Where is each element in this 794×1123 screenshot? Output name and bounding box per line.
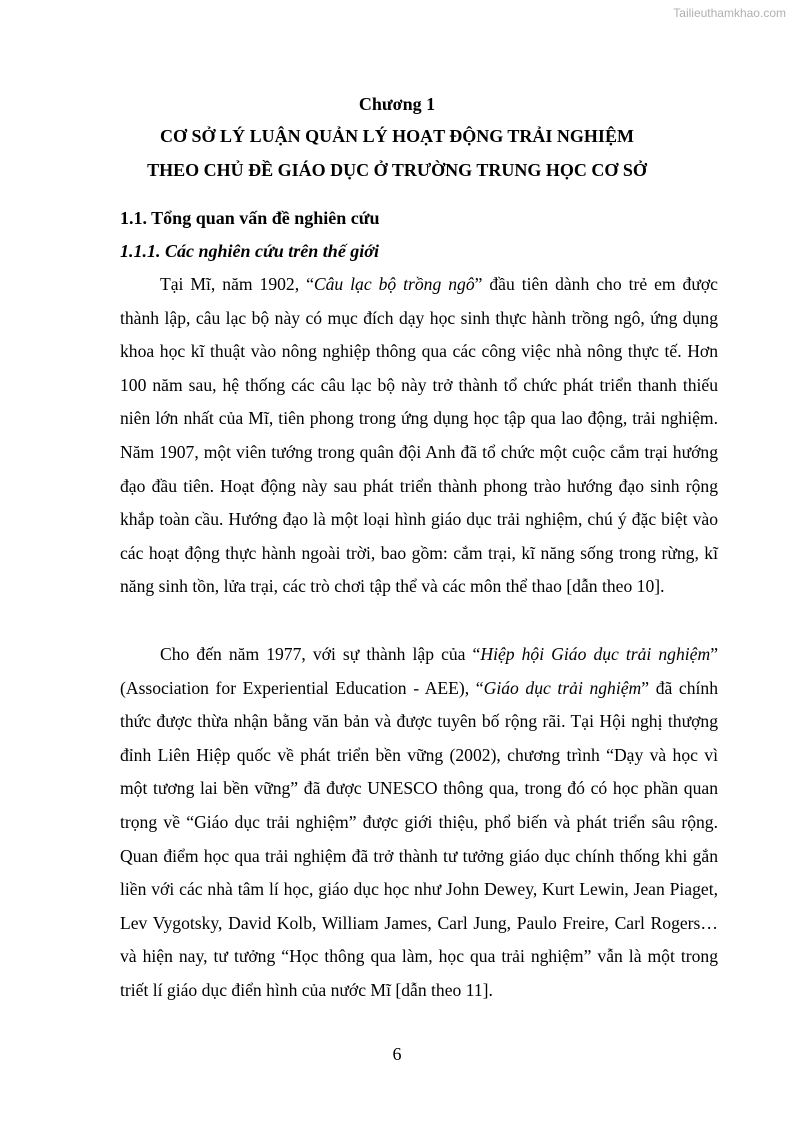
paragraph-2	[120, 638, 718, 1008]
chapter-title-line-2: THEO CHỦ ĐỀ GIÁO DỤC Ở TRƯỜNG TRUNG HỌC CƠ SỞ	[147, 160, 647, 180]
chapter-title-line-1: CƠ SỞ LÝ LUẬN QUẢN LÝ HOẠT ĐỘNG TRẢI NGHIỆM	[160, 126, 634, 146]
paragraph-2-text-e: ” đã chính thức được thừa nhận bằng văn bản và được tuyên bố rộng rãi. Tại Hội nghị thượng đỉnh Liên Hiệp quốc về phát triển bền vững (2002), chương trình “Dạy và học vì một tương lai bền vững” đã được UNESCO thông qua, trong đó có học phần quan trọng về “Giáo dục trải nghiệm” được giới thiệu, phổ biến và phát triển sâu rộng. Quan điểm học qua trải nghiệm đã trở thành tư tưởng giáo dục chính thống khi gắn liền với các nhà tâm lí học, giáo dục học như John Dewey, Kurt Lewin, Jean Piaget, Lev Vygotsky, David Kolb, William James, Carl Jung, Paulo Freire, Carl Rogers… và hiện nay, tư tưởng “Học thông qua làm, học qua trải nghiệm” vẫn là một trong triết lí giáo dục điển hình của nước Mĩ [dẫn theo 11].	[120, 677, 718, 1000]
paragraph-1	[120, 268, 718, 604]
section-heading-1-1-1: 1.1.1. Các nghiên cứu trên thế giới	[120, 241, 379, 261]
paragraph-2-text-c: ” (Association for Experiential Education - AEE), “	[120, 644, 718, 698]
paragraph-2-italic-term-1: Hiệp hội Giáo dục trải nghiệm	[480, 644, 711, 664]
paragraph-1-text-a: Tại Mĩ, năm 1902, “	[160, 274, 314, 294]
paragraph-2-text-a: Cho đến năm 1977, với sự thành lập của “	[160, 644, 481, 664]
section-heading-1-1: 1.1. Tổng quan vấn đề nghiên cứu	[120, 208, 380, 228]
watermark-text: Tailieuthamkhao.com	[673, 6, 786, 20]
paragraph-1-italic-term: Câu lạc bộ trồng ngô	[313, 274, 475, 294]
chapter-heading: Chương 1	[358, 94, 436, 114]
page-number: 6	[392, 1044, 402, 1064]
paragraph-2-italic-term-2: Giáo dục trải nghiệm	[483, 677, 642, 698]
paragraph-1-text-c: ” đầu tiên dành cho trẻ em được thành lập, câu lạc bộ này có mục đích dạy học sinh thực hành trồng ngô, ứng dụng khoa học kĩ thuật vào nông nghiệp thông qua các công việc nhà nông thực tế. Hơn 100 năm sau, hệ thống các câu lạc bộ này trở thành tổ chức phát triển thanh thiếu niên lớn nhất của Mĩ, tiên phong trong ứng dụng học tập qua lao động, trải nghiệm. Năm 1907, một viên tướng trong quân đội Anh đã tổ chức một cuộc cắm trại hướng đạo đầu tiên. Hoạt động này sau phát triển thành phong trào hướng đạo sinh rộng khắp toàn cầu. Hướng đạo là một loại hình giáo dục trải nghiệm, chú ý đặc biệt vào các hoạt động thực hành ngoài trời, bao gồm: cắm trại, kĩ năng sống trong rừng, kĩ năng sinh tồn, lửa trại, các trò chơi tập thể và các môn thể thao [dẫn theo 10].	[120, 274, 718, 597]
